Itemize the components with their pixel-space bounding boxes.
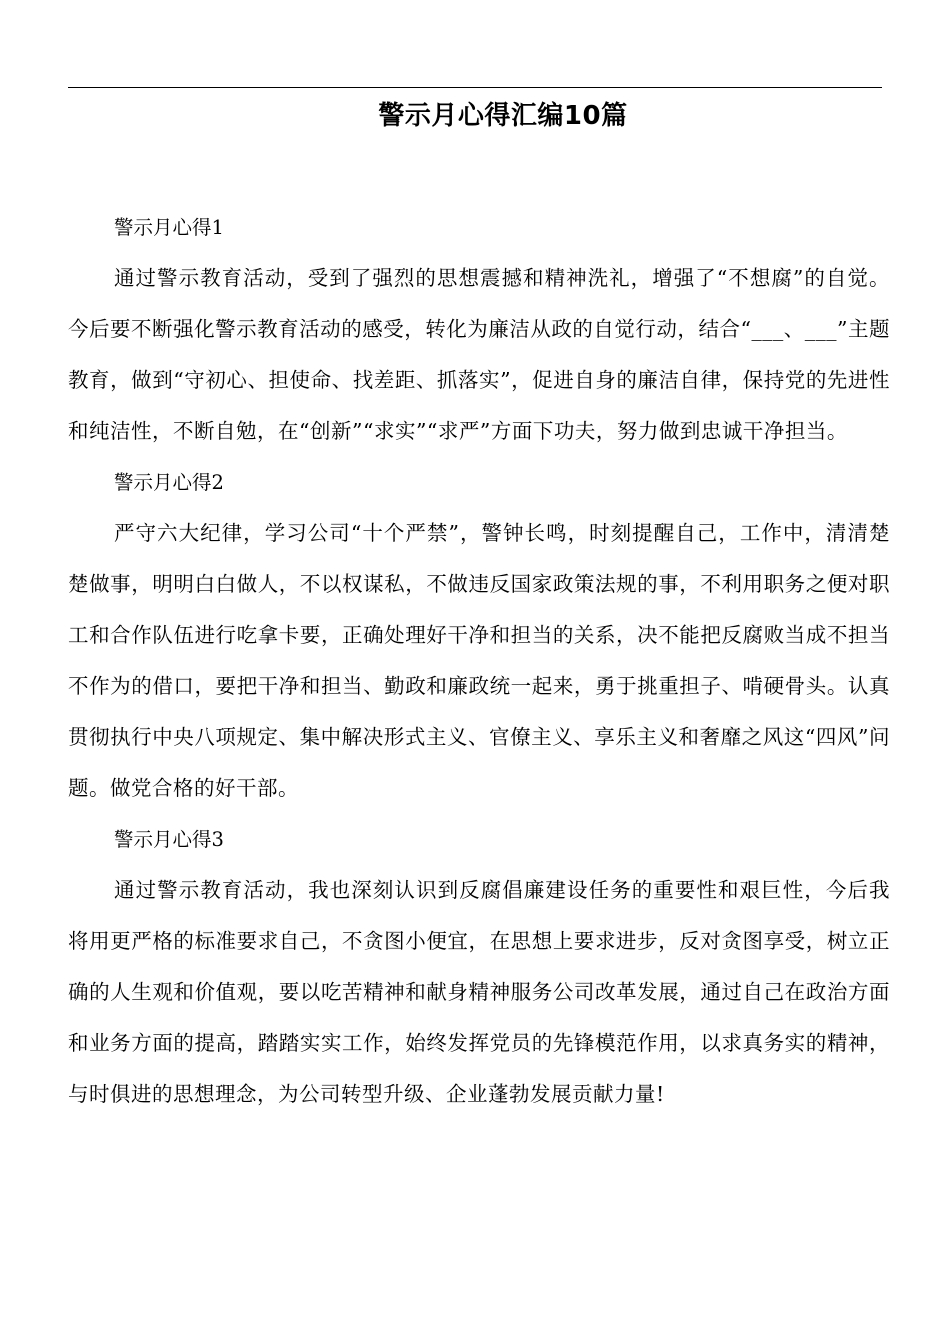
document-body — [68, 202, 890, 1120]
document-title: 警示月心得汇编10篇 — [378, 101, 628, 131]
header-rule — [68, 87, 882, 88]
section-body-1: 通过警示教育活动，受到了强烈的思想震撼和精神洗礼，增强了“不想腐”的自觉。今后要不断强化警示教育活动的感受，转化为廉洁从政的自觉行动，结合“___、___”主题教育，做到“守初心、担使命、找差距、抓落实”，促进自身的廉洁自律，保持党的先进性和纯洁性，不断自勉，在“创新”“求实”“求严”方面下功夫，努力做到忠诚干净担当。 — [68, 266, 890, 443]
section-heading-2: 警示月心得2 — [114, 471, 224, 494]
section-heading-1: 警示月心得1 — [114, 216, 224, 239]
section-heading-3: 警示月心得3 — [114, 828, 224, 851]
section-body-2: 严守六大纪律，学习公司“十个严禁”，警钟长鸣，时刻提醒自己，工作中，清清楚楚做事，明明白白做人，不以权谋私，不做违反国家政策法规的事，不利用职务之便对职工和合作队伍进行吃拿卡要，正确处理好干净和担当的关系，决不能把反腐败当成不担当不作为的借口，要把干净和担当、勤政和廉政统一起来，勇于挑重担子、啃硬骨头。认真贯彻执行中央八项规定、集中解决形式主义、官僚主义、享乐主义和奢靡之风这“四风”问题。做党合格的好干部。 — [68, 521, 890, 800]
section-body-3: 通过警示教育活动，我也深刻认识到反腐倡廉建设任务的重要性和艰巨性，今后我将用更严格的标准要求自己，不贪图小便宜，在思想上要求进步，反对贪图享受，树立正确的人生观和价值观，要以吃苦精神和献身精神服务公司改革发展，通过自己在政治方面和业务方面的提高，踏踏实实工作，始终发挥党员的先锋模范作用，以求真务实的精神，与时俱进的思想理念，为公司转型升级、企业蓬勃发展贡献力量! — [68, 878, 890, 1106]
